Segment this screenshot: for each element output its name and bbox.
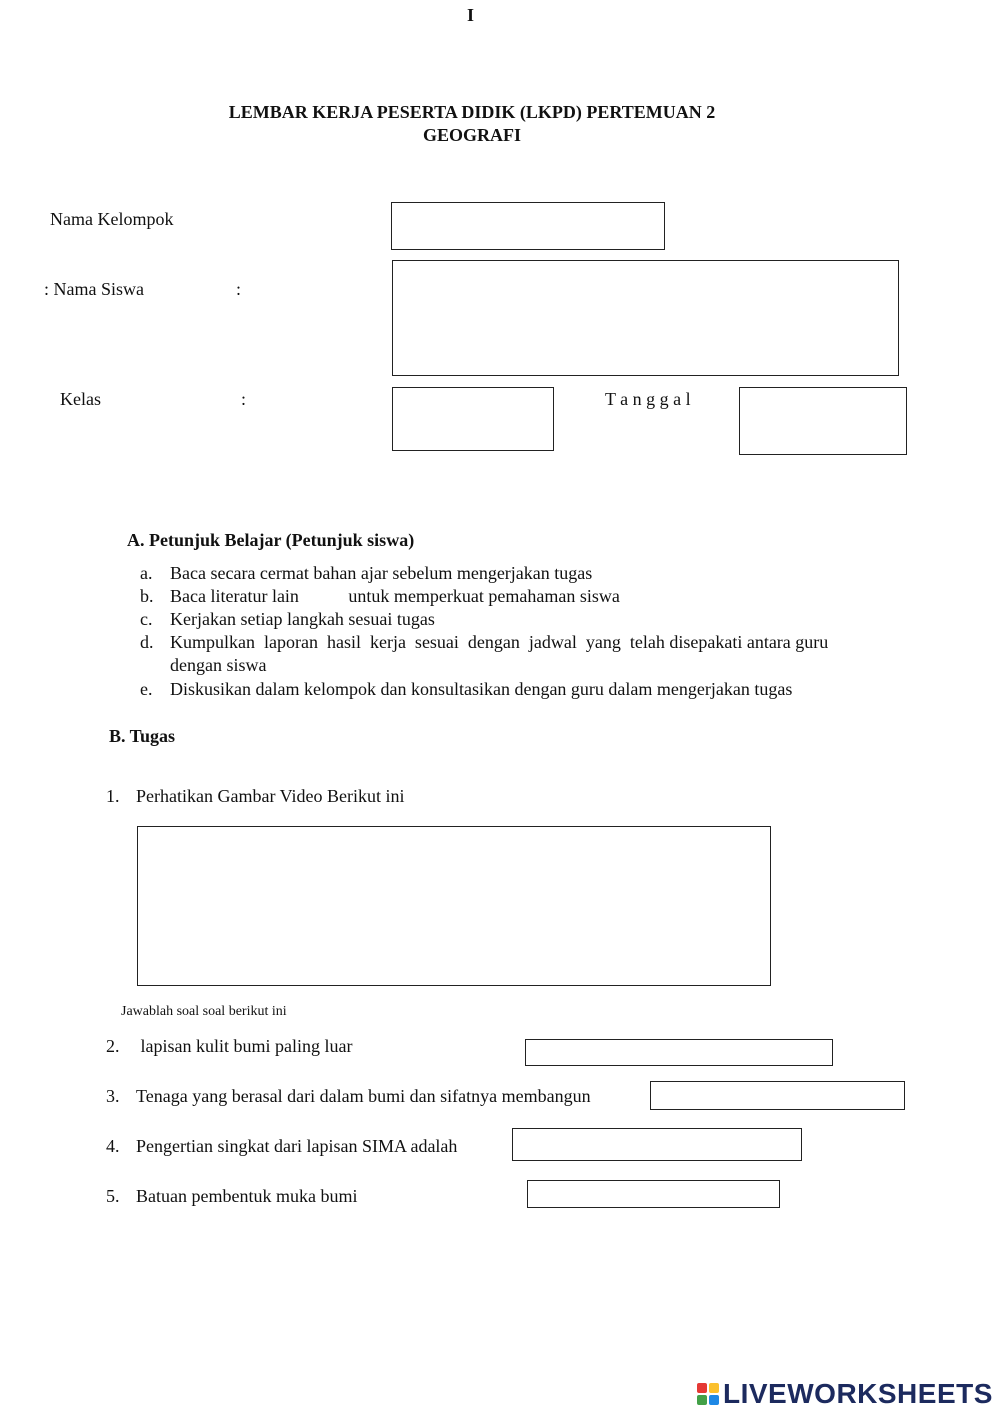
answer-instruction: Jawablah soal soal berikut ini: [121, 1004, 287, 1019]
question-text: lapisan kulit bumi paling luar: [136, 1036, 353, 1056]
worksheet-subject: GEOGRAFI: [422, 125, 521, 145]
answer-input-q4[interactable]: [512, 1128, 802, 1161]
logo-square: [709, 1383, 719, 1393]
question-text: Batuan pembentuk muka bumi: [136, 1186, 358, 1206]
question-number: 4.: [106, 1136, 120, 1156]
question-number: 3.: [106, 1086, 120, 1106]
question-number: 2.: [106, 1036, 120, 1056]
logo-square: [709, 1395, 719, 1405]
list-item-marker: e.: [140, 679, 153, 699]
list-item: Diskusikan dalam kelompok dan konsultasikan dengan guru dalam mengerjakan tugas: [170, 679, 793, 699]
question-number: 1.: [106, 786, 120, 806]
list-item-continuation: dengan siswa: [170, 655, 267, 675]
logo-square: [697, 1395, 707, 1405]
question-text: Tenaga yang berasal dari dalam bumi dan sifatnya membangun: [136, 1086, 591, 1106]
question-text: Pengertian singkat dari lapisan SIMA adalah: [136, 1136, 458, 1156]
class-label: Kelas: [60, 389, 101, 409]
class-input[interactable]: [392, 387, 554, 451]
question-text: Perhatikan Gambar Video Berikut ini: [136, 786, 405, 806]
worksheet-title: LEMBAR KERJA PESERTA DIDIK (LKPD) PERTEMUAN 2: [228, 102, 716, 122]
logo-text: LIVEWORKSHEETS: [723, 1378, 993, 1409]
date-input[interactable]: [739, 387, 907, 455]
group-name-input[interactable]: [391, 202, 665, 250]
logo-square: [697, 1383, 707, 1393]
answer-input-q3[interactable]: [650, 1081, 905, 1110]
liveworksheets-logo[interactable]: [697, 1378, 993, 1410]
list-item-marker: d.: [140, 632, 154, 652]
list-item-marker: b.: [140, 586, 154, 606]
list-item: Baca literatur lain untuk memperkuat pemahaman siswa: [170, 586, 620, 606]
student-name-colon: :: [236, 279, 242, 299]
list-item-marker: c.: [140, 609, 153, 629]
list-item: Kerjakan setiap langkah sesuai tugas: [170, 609, 435, 629]
question-number: 5.: [106, 1186, 120, 1206]
page-marker: I: [467, 5, 475, 25]
student-name-input[interactable]: [392, 260, 899, 376]
section-b-heading: B. Tugas: [109, 726, 176, 746]
class-colon: :: [241, 389, 247, 409]
student-name-label: : Nama Siswa: [44, 279, 144, 299]
answer-input-q2[interactable]: [525, 1039, 833, 1066]
list-item: Baca secara cermat bahan ajar sebelum mengerjakan tugas: [170, 563, 593, 583]
date-label: T a n g g a l: [605, 389, 691, 409]
section-a-heading: A. Petunjuk Belajar (Petunjuk siswa): [127, 530, 415, 550]
list-item: Kumpulkan laporan hasil kerja sesuai dengan jadwal yang telah disepakati antara guru: [170, 632, 829, 652]
answer-input-q5[interactable]: [527, 1180, 780, 1208]
list-item-marker: a.: [140, 563, 153, 583]
video-frame[interactable]: [137, 826, 771, 986]
group-name-label: Nama Kelompok: [50, 209, 174, 229]
liveworksheets-logo-icon: [697, 1383, 719, 1405]
